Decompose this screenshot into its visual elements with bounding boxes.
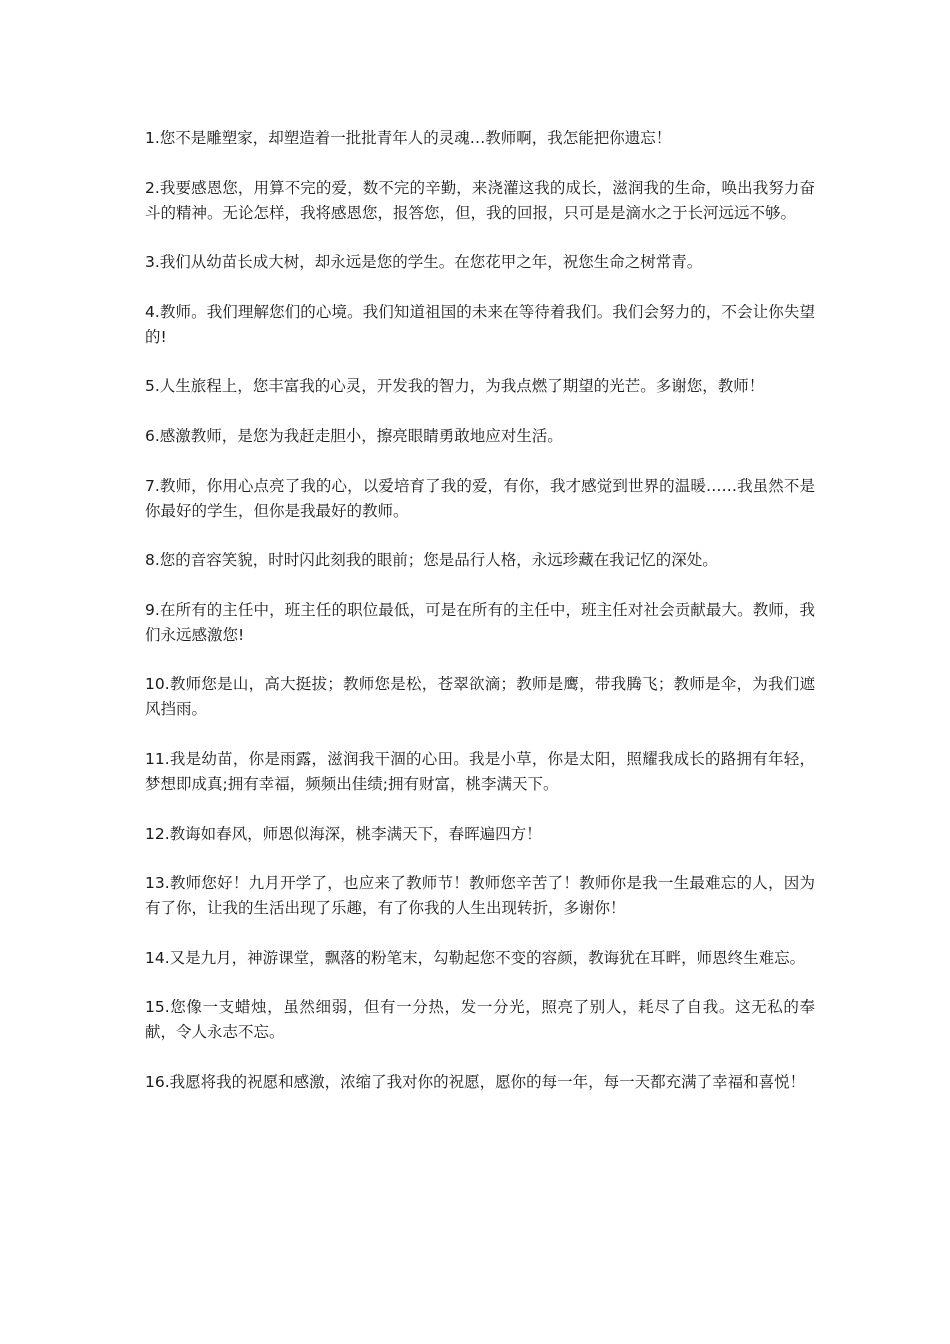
paragraph-4: 4.教师。我们理解您们的心境。我们知道祖国的未来在等待着我们。我们会努力的，不会让你失望的! xyxy=(145,302,815,346)
paragraph-5: 5.人生旅程上，您丰富我的心灵，开发我的智力，为我点燃了期望的光芒。多谢您，教师！ xyxy=(145,377,765,396)
paragraph-10: 10.教师您是山，高大挺拔；教师您是松，苍翠欲滴；教师是鹰，带我腾飞；教师是伞，为我们遮风挡雨。 xyxy=(145,675,815,719)
paragraph-12: 12.教诲如春风，师恩似海深，桃李满天下，春晖遍四方！ xyxy=(145,824,542,843)
paragraph-3: 3.我们从幼苗长成大树，却永远是您的学生。在您花甲之年，祝您生命之树常青。 xyxy=(145,253,703,272)
paragraph-1: 1.您不是雕塑家，却塑造着一批批青年人的灵魂…教师啊，我怎能把你遗忘！ xyxy=(145,129,672,147)
paragraph-14: 14.又是九月，神游课堂，飘落的粉笔末，勾勒起您不变的容颜，教诲犹在耳畔，师恩终生难忘。 xyxy=(145,948,806,967)
document-body xyxy=(145,126,815,1120)
paragraph-15: 15.您像一支蜡烛，虽然细弱，但有一分热，发一分光，照亮了别人，耗尽了自我。这无私的奉献，令人永志不忘。 xyxy=(145,998,815,1042)
paragraph-9: 9.在所有的主任中，班主任的职位最低，可是在所有的主任中，班主任对社会贡献最大。教师，我们永远感激您! xyxy=(145,600,815,644)
paragraph-7: 7.教师，你用心点亮了我的心，以爱培育了我的爱，有你，我才感觉到世界的温暖……我虽然不是你最好的学生，但你是我最好的教师。 xyxy=(145,476,815,520)
paragraph-8: 8.您的音容笑貌，时时闪此刻我的眼前；您是品行人格，永远珍藏在我记忆的深处。 xyxy=(145,551,718,570)
paragraph-16: 16.我愿将我的祝愿和感激，浓缩了我对你的祝愿，愿你的每一年，每一天都充满了幸福和喜悦！ xyxy=(145,1072,806,1091)
paragraph-13: 13.教师您好！九月开学了，也应来了教师节！教师您辛苦了！教师你是我一生最难忘的人，因为有了你，让我的生活出现了乐趣，有了你我的人生出现转折，多谢你！ xyxy=(145,874,815,918)
paragraph-11: 11.我是幼苗，你是雨露，滋润我干涸的心田。我是小草，你是太阳，照耀我成长的路拥有年轻，梦想即成真;拥有幸福，频频出佳绩;拥有财富，桃李满天下。 xyxy=(145,749,815,793)
paragraph-6: 6.感激教师，是您为我赶走胆小，擦亮眼睛勇敢地应对生活。 xyxy=(145,426,563,445)
paragraph-2: 2.我要感恩您，用算不完的爱，数不完的辛勤，来浇灌这我的成长，滋润我的生命，唤出我努力奋斗的精神。无论怎样，我将感恩您，报答您，但，我的回报，只可是是滴水之于长河远远不够。 xyxy=(145,178,815,222)
